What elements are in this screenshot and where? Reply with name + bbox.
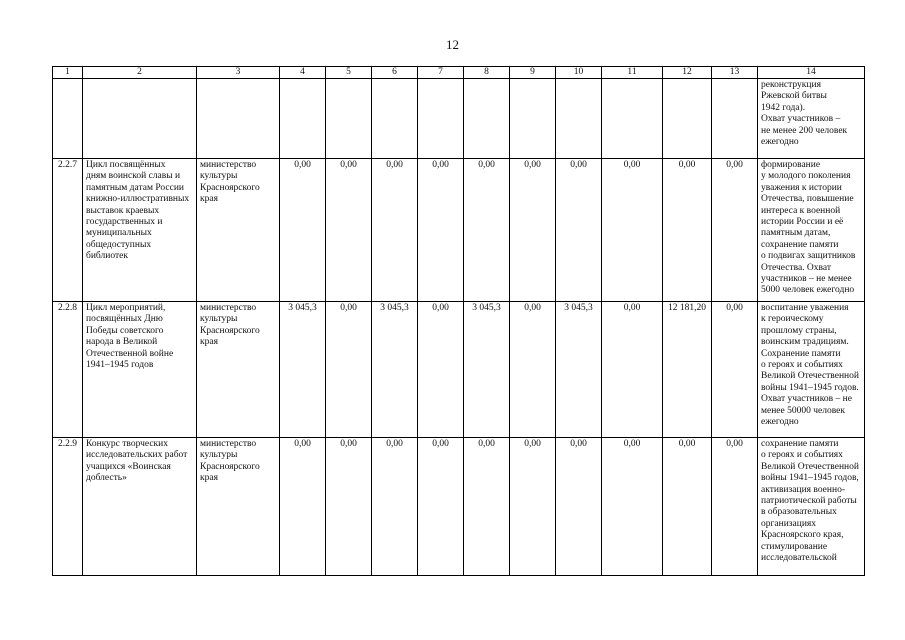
funding-value-cell (556, 159, 602, 302)
responsible-org-cell-text: министерство культуры Красноярского края (200, 303, 260, 348)
activity-name-cell (83, 159, 197, 302)
funding-value-cell-text: 0,00 (623, 303, 641, 313)
responsible-org-cell (197, 79, 280, 159)
column-header: 8 (464, 67, 510, 79)
column-header: 5 (326, 67, 372, 79)
funding-value-cell (280, 302, 326, 438)
funding-value-cell (418, 438, 464, 576)
page-number: 12 (446, 37, 459, 52)
funding-value-cell (464, 302, 510, 438)
table-row (53, 79, 865, 159)
funding-value-cell-text: 0,00 (294, 160, 311, 170)
funding-value-cell-text: 0,00 (678, 439, 696, 449)
funding-value-cell (510, 79, 556, 159)
column-header: 7 (418, 67, 464, 79)
funding-value-cell (418, 159, 464, 302)
funding-value-cell-text: 0,00 (432, 160, 449, 170)
funding-value-cell (280, 79, 326, 159)
funding-value-cell-text: 0,00 (524, 303, 541, 313)
expected-result-cell (758, 159, 865, 302)
activity-name-cell (83, 79, 197, 159)
row-number-cell-text: 2.2.7 (58, 160, 77, 170)
column-header: 2 (83, 67, 197, 79)
funding-value-cell (464, 438, 510, 576)
column-header: 6 (372, 67, 418, 79)
funding-value-cell-text: 0,00 (340, 160, 357, 170)
expected-result-cell-text: реконструкция Ржевской битвы 1942 года). Охват участников – не менее 200 человек ежегодно (761, 80, 848, 148)
activity-name-cell (83, 302, 197, 438)
funding-value-cell (326, 438, 372, 576)
row-number-cell-text: 2.2.9 (58, 439, 77, 449)
column-number-row (53, 67, 865, 79)
funding-value-cell (510, 302, 556, 438)
funding-value-cell (372, 159, 418, 302)
funding-value-cell (372, 438, 418, 576)
row-number-cell (53, 302, 83, 438)
activity-name-cell-text: Цикл посвящённых дням воинской славы и памятным датам России книжно-иллюстративных выставок краевых государственных и муниципальных общедоступных библиотек (86, 160, 190, 262)
activity-name-cell-text: Цикл мероприятий, посвящённых Дню Победы советского народа в Великой Отечественной войне 1941–1945 годов (86, 303, 174, 371)
funding-value-cell-text: 0,00 (524, 160, 541, 170)
funding-value-cell (712, 79, 758, 159)
funding-value-cell (510, 159, 556, 302)
funding-value-cell (418, 302, 464, 438)
program-activities-table (52, 66, 865, 576)
expected-result-cell-text: сохранение памяти о героях и событиях Великой Отечественной войны 1941–1945 годов, активизация военно- патриотической работы в образовательных организациях Красноярского края, стимулирование исследовательской (761, 439, 859, 564)
column-header: 10 (556, 67, 602, 79)
column-header: 14 (758, 67, 865, 79)
column-header: 11 (602, 67, 663, 79)
column-header: 1 (53, 67, 83, 79)
funding-value-cell-text: 0,00 (623, 439, 641, 449)
column-header: 9 (510, 67, 556, 79)
activity-name-cell-text: Конкурс творческих исследовательских работ учащихся «Воинская доблесть» (86, 439, 188, 484)
funding-value-cell (712, 159, 758, 302)
funding-value-cell-text: 0,00 (432, 303, 449, 313)
funding-value-cell-text: 0,00 (524, 439, 541, 449)
funding-value-cell (712, 438, 758, 576)
funding-value-cell (602, 79, 663, 159)
row-number-cell (53, 79, 83, 159)
funding-value-cell (663, 302, 712, 438)
funding-value-cell-text: 0,00 (623, 160, 641, 170)
expected-result-cell (758, 438, 865, 576)
expected-result-cell-text: воспитание уважения к героическому прошлому страны, воинским традициям. Сохранение памяти о героях и событиях Великой Отечественной войны 1941–1945 годов. Охват участников – не менее 50000 человек ежегодно (761, 303, 859, 428)
funding-value-cell-text: 0,00 (726, 303, 743, 313)
responsible-org-cell (197, 302, 280, 438)
row-number-cell (53, 159, 83, 302)
funding-value-cell-text: 0,00 (386, 160, 403, 170)
funding-value-cell (372, 79, 418, 159)
funding-value-cell (280, 159, 326, 302)
column-header: 4 (280, 67, 326, 79)
funding-value-cell (418, 79, 464, 159)
funding-value-cell-text: 0,00 (340, 303, 357, 313)
responsible-org-cell (197, 159, 280, 302)
funding-value-cell (464, 79, 510, 159)
row-number-cell-text: 2.2.8 (58, 303, 77, 313)
funding-value-cell (602, 438, 663, 576)
funding-value-cell (602, 302, 663, 438)
expected-result-cell-text: формирование у молодого поколения уважения к истории Отечества, повышение интереса к военной истории России и её памятным датам, сохранение памяти о подвигах защитников Отечества. Охват участников – не менее 5000 человек ежегодно (761, 160, 856, 296)
funding-value-cell-text: 0,00 (570, 160, 587, 170)
funding-value-cell (464, 159, 510, 302)
funding-value-cell-text: 0,00 (478, 160, 495, 170)
funding-value-cell (663, 159, 712, 302)
expected-result-cell (758, 79, 865, 159)
responsible-org-cell-text: министерство культуры Красноярского края (200, 439, 260, 484)
responsible-org-cell (197, 438, 280, 576)
table-row (53, 302, 865, 438)
responsible-org-cell-text: министерство культуры Красноярского края (200, 160, 260, 205)
funding-value-cell (556, 302, 602, 438)
funding-value-cell-text: 3 045,3 (564, 303, 593, 313)
funding-value-cell-text: 0,00 (294, 439, 311, 449)
funding-value-cell-text: 3 045,3 (472, 303, 501, 313)
funding-value-cell-text: 0,00 (678, 160, 696, 170)
column-header: 12 (663, 67, 712, 79)
funding-value-cell-text: 12 181,20 (668, 303, 706, 313)
row-number-cell (53, 438, 83, 576)
funding-value-cell (326, 79, 372, 159)
funding-value-cell-text: 0,00 (570, 439, 587, 449)
expected-result-cell (758, 302, 865, 438)
funding-value-cell (663, 79, 712, 159)
funding-value-cell-text: 3 045,3 (288, 303, 317, 313)
funding-value-cell (280, 438, 326, 576)
funding-value-cell-text: 0,00 (726, 160, 743, 170)
column-header: 3 (197, 67, 280, 79)
funding-value-cell (712, 302, 758, 438)
funding-value-cell-text: 0,00 (340, 439, 357, 449)
funding-value-cell-text: 0,00 (726, 439, 743, 449)
funding-value-cell (510, 438, 556, 576)
funding-value-cell (372, 302, 418, 438)
funding-value-cell-text: 0,00 (386, 439, 403, 449)
funding-value-cell (326, 159, 372, 302)
activity-name-cell (83, 438, 197, 576)
table-row (53, 438, 865, 576)
funding-value-cell-text: 3 045,3 (380, 303, 409, 313)
funding-value-cell (556, 79, 602, 159)
column-header: 13 (712, 67, 758, 79)
funding-value-cell (663, 438, 712, 576)
funding-value-cell-text: 0,00 (432, 439, 449, 449)
funding-value-cell (602, 159, 663, 302)
funding-value-cell (556, 438, 602, 576)
funding-value-cell-text: 0,00 (478, 439, 495, 449)
funding-value-cell (326, 302, 372, 438)
table-row (53, 159, 865, 302)
